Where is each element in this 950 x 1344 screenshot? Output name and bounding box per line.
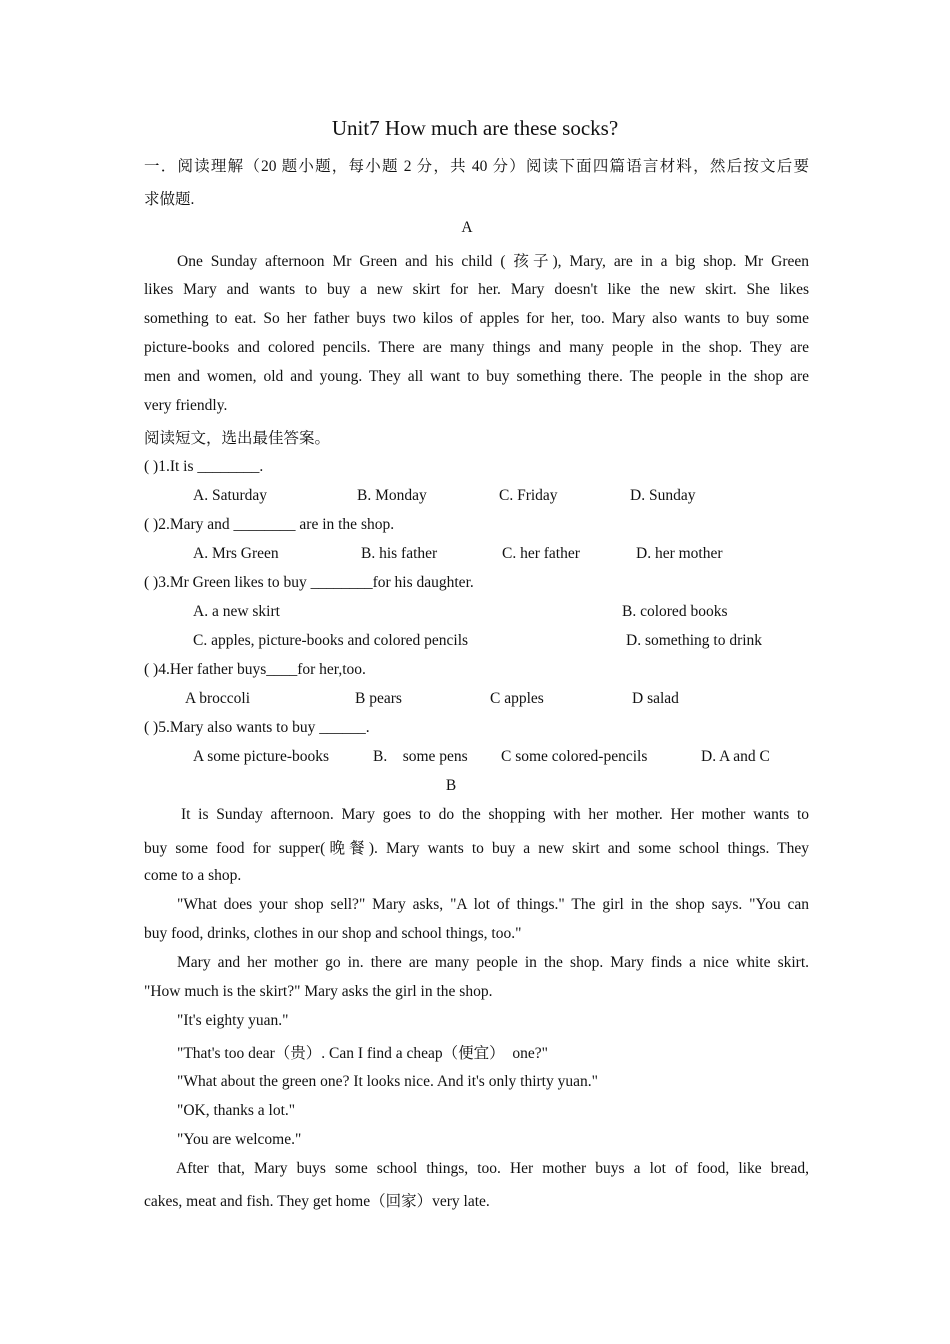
question-option: B. Monday: [357, 487, 427, 504]
question-option: A. Mrs Green: [193, 545, 279, 562]
passage-b-line: come to a shop.: [144, 867, 242, 884]
passage-a-line: likes Mary and wants to buy a new skirt for her. Mary doesn't like the new skirt. She likes: [144, 281, 809, 298]
passage-b-line: After that, Mary buys some school things, too. Her mother buys a lot of food, like bread,: [176, 1160, 809, 1177]
passage-a-line: men and women, old and young. They all want to buy something there. The people in the shop are: [144, 368, 809, 385]
question-option: C. her father: [502, 545, 580, 562]
passage-b-line: buy some food for supper(晚餐). Mary wants to buy a new skirt and some school things. They: [144, 840, 809, 857]
instructions-line-2: 求做题.: [144, 191, 195, 208]
passage-a-line: very friendly.: [144, 397, 228, 414]
question-option: C apples: [490, 690, 544, 707]
passage-b-line: It is Sunday afternoon. Mary goes to do the shopping with her mother. Her mother wants to: [181, 806, 809, 823]
passage-b-line: "That's too dear（贵）. Can I find a cheap（便宜） one?": [177, 1045, 548, 1062]
question-option: D. something to drink: [626, 632, 763, 649]
question-option: D. her mother: [636, 545, 723, 562]
passage-b-line: "You are welcome.": [177, 1131, 302, 1148]
question-option: A broccoli: [185, 690, 250, 707]
question-option: D salad: [632, 690, 679, 707]
passage-b-line: "What about the green one? It looks nice. And it's only thirty yuan.": [177, 1073, 598, 1090]
passage-b-line: "It's eighty yuan.": [177, 1012, 289, 1029]
question-stem: ( )1.It is ________.: [144, 458, 264, 475]
question-stem: ( )5.Mary also wants to buy ______.: [144, 719, 370, 736]
question-option: D. Sunday: [630, 487, 696, 504]
passage-a-line: One Sunday afternoon Mr Green and his child ( 孩子), Mary, are in a big shop. Mr Green: [177, 253, 809, 270]
instructions-line-1: 一．阅读理解（20 题小题，每小题 2 分，共 40 分）阅读下面四篇语言材料，然后按文后要: [144, 158, 809, 175]
question-option: D. A and C: [701, 748, 770, 765]
question-option: C some colored-pencils: [501, 748, 648, 765]
passage-b-line: Mary and her mother go in. there are many people in the shop. Mary finds a nice white skirt.: [177, 954, 809, 971]
question-stem: ( )2.Mary and ________ are in the shop.: [144, 516, 395, 533]
question-option: B. colored books: [622, 603, 728, 620]
passage-b-heading: B: [445, 777, 457, 794]
passage-a-line: picture-books and colored pencils. There are many things and many people in the shop. They are: [144, 339, 809, 356]
question-option: B. some pens: [373, 748, 468, 765]
question-stem: ( )4.Her father buys____for her,too.: [144, 661, 366, 678]
passage-b-line: "What does your shop sell?" Mary asks, "A lot of things." The girl in the shop says. "You can: [177, 896, 809, 913]
question-stem: ( )3.Mr Green likes to buy ________for his daughter.: [144, 574, 474, 591]
question-option: B. his father: [361, 545, 438, 562]
passage-b-line: "OK, thanks a lot.": [177, 1102, 296, 1119]
passage-a-heading: A: [461, 219, 473, 236]
passage-a-task: 阅读短文，选出最佳答案。: [144, 430, 331, 447]
page-title: Unit7 How much are these socks?: [331, 116, 619, 140]
question-option: A some picture-books: [193, 748, 330, 765]
question-option: B pears: [355, 690, 402, 707]
passage-b-line: "How much is the skirt?" Mary asks the girl in the shop.: [144, 983, 493, 1000]
question-option: C. Friday: [499, 487, 558, 504]
question-option: A. Saturday: [193, 487, 268, 504]
passage-b-line: cakes, meat and fish. They get home（回家）very late.: [144, 1193, 490, 1210]
passage-a-line: something to eat. So her father buys two kilos of apples for her, too. Mary also wants to buy some: [144, 310, 809, 327]
question-option: C. apples, picture-books and colored pencils: [193, 632, 469, 649]
passage-b-line: buy food, drinks, clothes in our shop and school things, too.": [144, 925, 522, 942]
question-option: A. a new skirt: [193, 603, 280, 620]
